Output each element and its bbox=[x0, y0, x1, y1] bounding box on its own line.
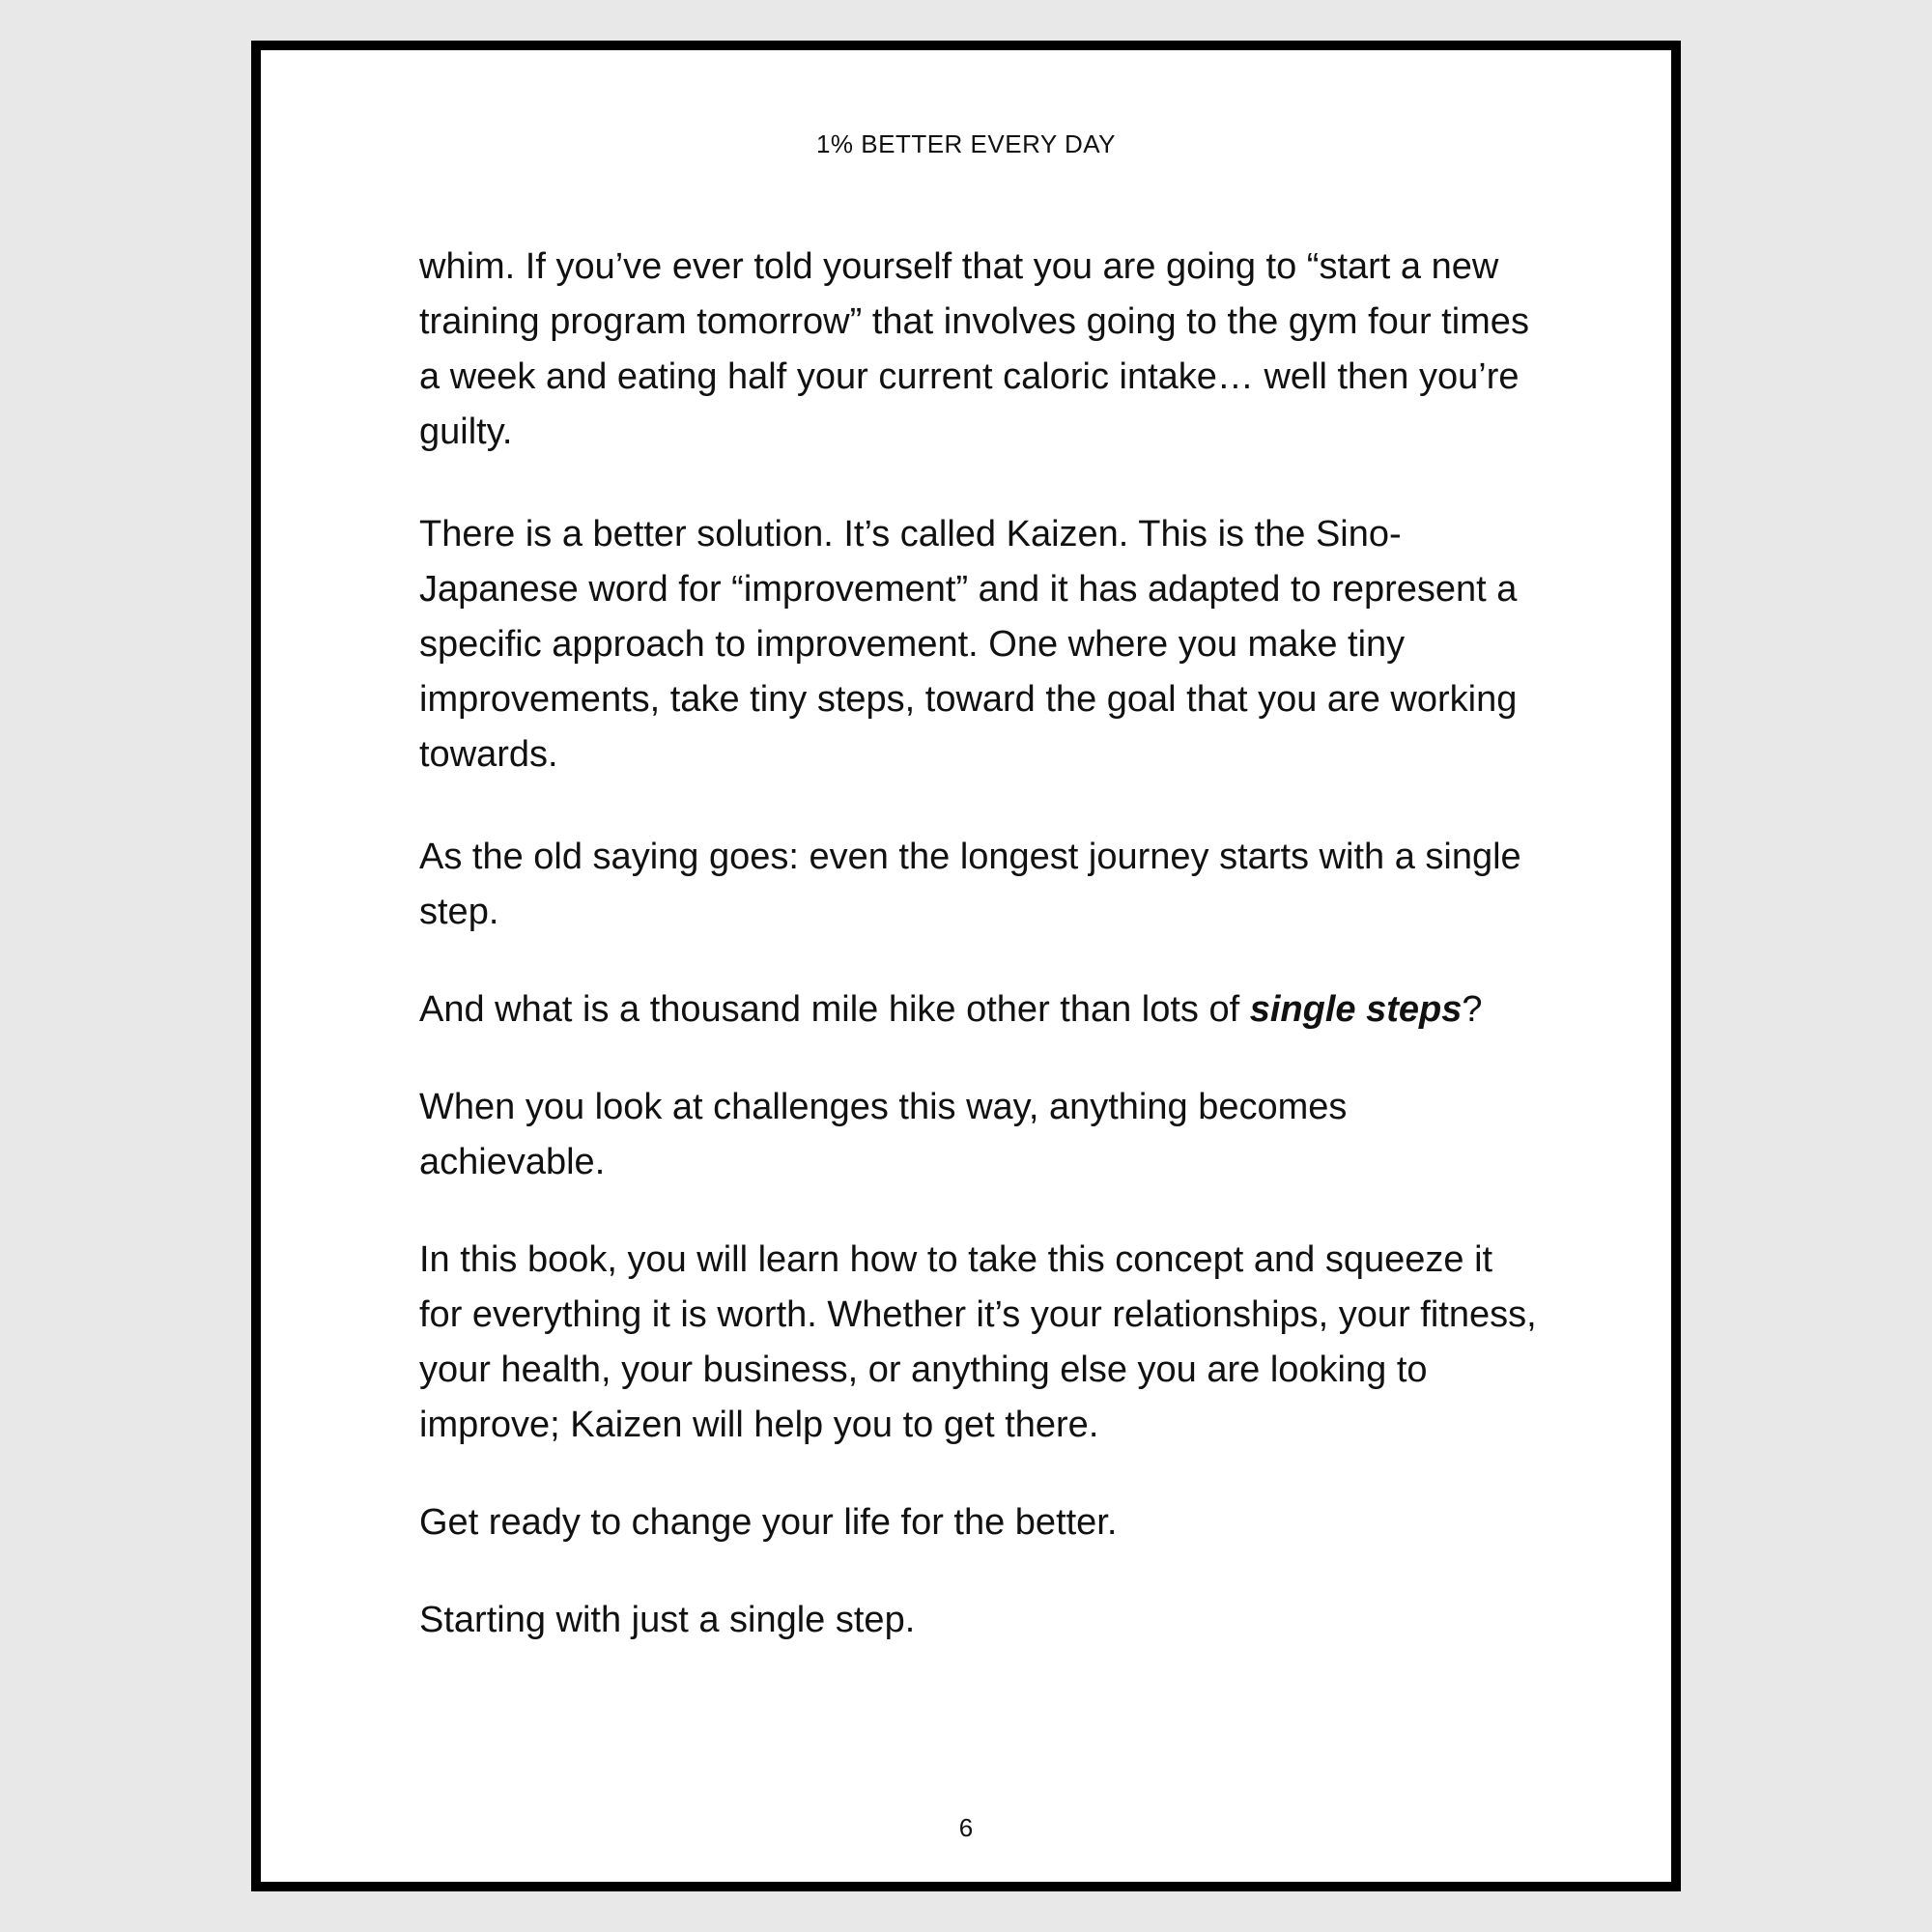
paragraph-3: As the old saying goes: even the longest journey starts with a single step. bbox=[419, 837, 1521, 932]
page-body bbox=[419, 240, 1540, 1695]
paragraph-8: Starting with just a single step. bbox=[419, 1600, 916, 1640]
paragraph-4-emphasis: single steps bbox=[1249, 989, 1463, 1030]
paragraph-6: In this book, you will learn how to take this concept and squeeze it for everything it is worth. Whether it’s your relationships, your fitness, your health, your business, or anything else you are looking to improve; Kaizen will help you to get there. bbox=[419, 1239, 1537, 1445]
running-header: 1% BETTER EVERY DAY bbox=[815, 129, 1117, 158]
paragraph-4 bbox=[419, 982, 1540, 1037]
paragraph-7: Get ready to change your life for the better. bbox=[419, 1502, 1118, 1543]
page-number: 6 bbox=[958, 1813, 974, 1842]
paragraph-4-text-after: ? bbox=[1462, 989, 1483, 1030]
paragraph-1: whim. If you’ve ever told yourself that you are going to “start a new training program tomorrow” that involves going to the gym four times a week and eating half your current caloric intake… well then you’re guilty. bbox=[419, 246, 1529, 452]
paragraph-4-text-before: And what is a thousand mile hike other than lots of bbox=[419, 989, 1250, 1030]
paragraph-2: There is a better solution. It’s called Kaizen. This is the Sino-Japanese word for “improvement” and it has adapted to represent a specific approach to improvement. One where you make tiny improvements, take tiny steps, toward the goal that you are working towards. bbox=[419, 514, 1518, 775]
book-page bbox=[251, 41, 1681, 1891]
paragraph-5: When you look at challenges this way, anything becomes achievable. bbox=[419, 1087, 1348, 1182]
